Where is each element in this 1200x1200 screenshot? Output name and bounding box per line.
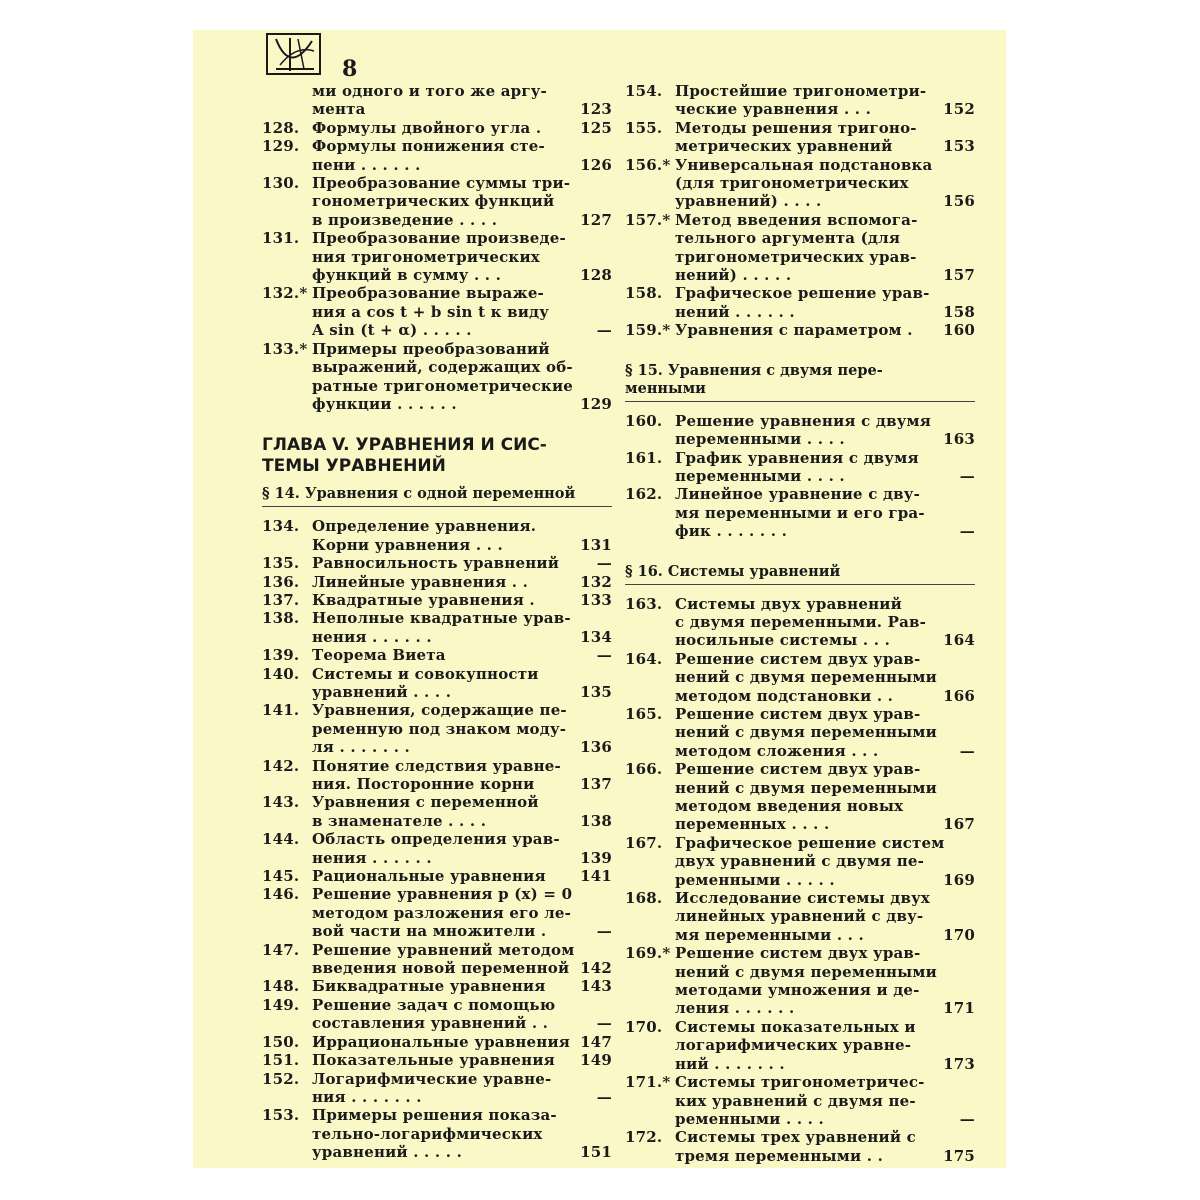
toc-entry-title-line: нения . . . . . .	[312, 627, 432, 646]
toc-entry-number: 167.	[625, 833, 663, 852]
toc-entry-number: 140.	[262, 664, 300, 683]
toc-entry-title-line: Примеры преобразований	[312, 339, 550, 358]
toc-entry	[262, 284, 612, 339]
toc-entry-title-line: Уравнения с переменной	[312, 793, 539, 812]
toc-entry-number: 129.	[262, 137, 300, 156]
toc-entry-title-line: Решение систем двух урав-	[675, 649, 921, 668]
toc-entry	[625, 889, 975, 944]
toc-entry-title-line: Методы решения тригоно-	[675, 118, 917, 137]
toc-entry-number: 134.	[262, 517, 300, 536]
toc-entry-page: 129	[580, 394, 612, 413]
toc-entry	[625, 944, 975, 1018]
toc-entry-number: 136.	[262, 572, 300, 591]
toc-entry-title-line: функций в сумму . . .	[312, 266, 502, 285]
toc-entry-number: 166.	[625, 760, 663, 779]
toc-entry-page: 158	[943, 302, 975, 321]
toc-entry	[262, 1033, 612, 1051]
toc-entry-number: 156.*	[625, 155, 671, 174]
toc-entry-number: 170.	[625, 1017, 663, 1036]
toc-entry-number: 137.	[262, 590, 300, 609]
toc-entry-number: 131.	[262, 229, 300, 248]
toc-entry-page: —	[596, 1087, 612, 1106]
toc-entry-title-line: Понятие следствия уравне-	[312, 756, 561, 775]
toc-entry-title-line: Системы тригонометричес-	[675, 1073, 925, 1092]
toc-entry-page: 136	[580, 738, 612, 757]
toc-entry-title-line: ния тригонометрических	[312, 247, 540, 266]
toc-entry	[262, 229, 612, 284]
toc-entry-title-line: мента	[312, 100, 366, 119]
toc-entry	[262, 757, 612, 794]
right-entries-bottom	[625, 595, 975, 1166]
toc-entry-title-line: Системы трех уравнений с	[675, 1128, 916, 1147]
toc-entry-title-line: A sin (t + α) . . . . .	[312, 321, 472, 340]
toc-entry-title-line: Квадратные уравнения .	[312, 590, 535, 609]
right-column	[625, 82, 975, 1165]
toc-entry-title-line: функции . . . . . .	[312, 394, 457, 413]
toc-entry-title-line: Корни уравнения . . .	[312, 535, 503, 554]
toc-entry-number: 146.	[262, 885, 300, 904]
toc-entry-title-line: пени . . . . . .	[312, 155, 421, 174]
toc-entry-title-line: Неполные квадратные урав-	[312, 609, 571, 628]
toc-entry-title-line: Формулы понижения сте-	[312, 137, 545, 156]
toc-entry-number: 143.	[262, 793, 300, 812]
toc-entry-page: 171	[943, 999, 975, 1018]
toc-entry-title-line: носильные системы . . .	[675, 631, 891, 650]
toc-entry-title-line: нения . . . . . .	[312, 848, 432, 867]
toc-entry-title-line: в знаменателе . . . .	[312, 811, 487, 830]
toc-entry-page: 138	[580, 811, 612, 830]
toc-entry-page: 134	[580, 627, 612, 646]
toc-entry-title-line: линейных уравнений с дву-	[675, 907, 924, 926]
toc-entry	[262, 1070, 612, 1107]
toc-entry	[625, 156, 975, 211]
toc-entry-title-line: Примеры решения показа-	[312, 1106, 557, 1125]
toc-entry-page: 133	[580, 590, 612, 609]
toc-entry-title-line: Системы и совокупности	[312, 664, 539, 683]
toc-entry-title-line: тремя переменными . .	[675, 1146, 884, 1165]
toc-entry	[625, 1018, 975, 1073]
toc-entry	[262, 137, 612, 174]
toc-entry-number: 160.	[625, 411, 663, 430]
toc-entry-title-line: Определение уравнения.	[312, 517, 537, 536]
toc-entry	[625, 485, 975, 540]
toc-entry-page: 160	[943, 321, 975, 340]
toc-entry-title-line: уравнений . . . . .	[312, 1143, 463, 1162]
toc-entry-number: 133.*	[262, 339, 308, 358]
toc-entry-title-line: ния . . . . . . .	[312, 1087, 422, 1106]
toc-entry-title-line: Формулы двойного угла .	[312, 118, 542, 137]
toc-entry-number: 159.*	[625, 321, 671, 340]
toc-entry-title-line: Теорема Виета	[312, 646, 446, 665]
toc-entry-title-line: логарифмических уравне-	[675, 1036, 912, 1055]
toc-entry-title-line: Преобразование суммы три-	[312, 174, 571, 193]
toc-entry-page: —	[596, 922, 612, 941]
toc-entry-title-line: Показательные уравнения	[312, 1051, 555, 1070]
page-number: 8	[342, 56, 358, 82]
right-entries-mid	[625, 412, 975, 541]
toc-entry-page: 128	[580, 266, 612, 285]
toc-entry-number: 150.	[262, 1032, 300, 1051]
toc-entry	[625, 650, 975, 705]
toc-entry-page: —	[959, 741, 975, 760]
toc-entry-number: 154.	[625, 82, 663, 100]
toc-entry	[262, 119, 612, 137]
left-column	[262, 82, 612, 1162]
toc-entry	[262, 793, 612, 830]
left-entries-bottom	[262, 517, 612, 1161]
toc-entry-title-line: Линейные уравнения . .	[312, 572, 529, 591]
toc-entry-number: 157.*	[625, 210, 671, 229]
toc-entry-title-line: нений с двумя переменными	[675, 668, 937, 687]
toc-entry-title-line: Графическое решение урав-	[675, 284, 930, 303]
toc-entry-page: 147	[580, 1032, 612, 1051]
toc-entry-title-line: Преобразование выраже-	[312, 284, 544, 303]
toc-entry-number: 132.*	[262, 284, 308, 303]
toc-entry-title-line: ний . . . . . . .	[675, 1054, 785, 1073]
toc-entry-title-line: Уравнения с параметром .	[675, 321, 913, 340]
toc-entry-number: 172.	[625, 1128, 663, 1147]
toc-entry-title-line: Метод введения вспомога-	[675, 210, 918, 229]
toc-entry-title-line: Область определения урав-	[312, 830, 560, 849]
toc-entry-title-line: тригонометрических урав-	[675, 247, 917, 266]
toc-entry	[262, 340, 612, 414]
toc-entry-page: 125	[580, 118, 612, 137]
toc-entry	[262, 646, 612, 664]
toc-entry	[262, 1051, 612, 1069]
toc-entry-number: 128.	[262, 118, 300, 137]
toc-entry-title-line: ременными . . . . .	[675, 870, 835, 889]
toc-entry-page: 131	[580, 535, 612, 554]
toc-entry-page: —	[596, 554, 612, 573]
toc-entry-number: 162.	[625, 485, 663, 504]
toc-entry-title-line: Простейшие тригонометри-	[675, 82, 927, 100]
toc-entry-title-line: переменных . . . .	[675, 815, 830, 834]
toc-entry	[262, 554, 612, 572]
toc-entry-page: 123	[580, 100, 612, 119]
toc-entry	[625, 760, 975, 834]
toc-entry	[625, 834, 975, 889]
toc-entry	[625, 449, 975, 486]
toc-entry-page: 151	[580, 1143, 612, 1162]
toc-entry-title-line: Линейное уравнение с дву-	[675, 485, 921, 504]
toc-entry-title-line: уравнений) . . . .	[675, 192, 822, 211]
toc-entry-title-line: Системы двух уравнений	[675, 594, 902, 613]
toc-entry-title-line: Преобразование произведе-	[312, 229, 566, 248]
toc-entry-title-line: с двумя переменными. Рав-	[675, 612, 927, 631]
toc-entry-page: 163	[943, 430, 975, 449]
toc-entry-page: —	[596, 1014, 612, 1033]
toc-entry-number: 164.	[625, 649, 663, 668]
toc-entry-number: 158.	[625, 284, 663, 303]
toc-entry-number: 171.*	[625, 1073, 671, 1092]
toc-entry-title-line: Решение систем двух урав-	[675, 704, 921, 723]
toc-entry-page: 173	[943, 1054, 975, 1073]
toc-entry-title-line: методом сложения . . .	[675, 741, 879, 760]
section-15-title: § 15. Уравнения с двумя пере- менными	[625, 362, 975, 402]
toc-entry-page: 127	[580, 210, 612, 229]
toc-entry	[625, 211, 975, 285]
toc-entry-title-line: ления . . . . . .	[675, 999, 795, 1018]
toc-entry	[625, 705, 975, 760]
toc-entry-title-line: Иррациональные уравнения	[312, 1032, 571, 1051]
toc-entry-title-line: методом разложения его ле-	[312, 903, 572, 922]
toc-entry-title-line: уравнений . . . .	[312, 682, 452, 701]
toc-entry-title-line: Системы показательных и	[675, 1017, 916, 1036]
toc-entry-title-line: переменными . . . .	[675, 466, 845, 485]
toc-entry-title-line: ких уравнений с двумя пе-	[675, 1091, 916, 1110]
toc-entry	[262, 867, 612, 885]
section-14-title: § 14. Уравнения с одной переменной	[262, 485, 612, 507]
toc-entry	[262, 517, 612, 554]
toc-entry-title-line: Решение уравнений методом	[312, 940, 575, 959]
toc-entry-number: 147.	[262, 940, 300, 959]
toc-entry-title-line: фик . . . . . . .	[675, 522, 787, 541]
toc-entry-title-line: переменными . . . .	[675, 430, 845, 449]
toc-entry-number: 144.	[262, 830, 300, 849]
toc-entry-title-line: ременными . . . .	[675, 1109, 824, 1128]
toc-entry-title-line: ратные тригонометрические	[312, 376, 574, 395]
toc-entry-page: 143	[580, 977, 612, 996]
toc-entry-title-line: Решение систем двух урав-	[675, 944, 921, 963]
toc-entry-number: 168.	[625, 889, 663, 908]
toc-entry-title-line: нений с двумя переменными	[675, 723, 937, 742]
toc-entry-title-line: Исследование системы двух	[675, 889, 931, 908]
toc-entry-number	[262, 82, 312, 119]
graph-logo-icon	[266, 33, 321, 75]
toc-entry-page: 157	[943, 266, 975, 285]
toc-entry-title-line: Решение систем двух урав-	[675, 760, 921, 779]
toc-entry-title-line: ременную под знаком моду-	[312, 719, 567, 738]
toc-entry-title-line: нений . . . . . .	[675, 302, 795, 321]
toc-entry-title-line: ми одного и того же аргу-	[312, 82, 547, 100]
toc-entry	[625, 119, 975, 156]
toc-entry-number: 135.	[262, 554, 300, 573]
toc-entry-number: 141.	[262, 701, 300, 720]
toc-entry-title-line: нений с двумя переменными	[675, 778, 937, 797]
toc-entry-number: 153.	[262, 1106, 300, 1125]
toc-entry-number: 155.	[625, 118, 663, 137]
toc-entry-number: 149.	[262, 995, 300, 1014]
toc-entry-page: —	[959, 522, 975, 541]
toc-entry-number: 130.	[262, 174, 300, 193]
toc-entry	[262, 665, 612, 702]
toc-entry	[625, 82, 975, 119]
toc-entry-title-line: мя переменными . . .	[675, 925, 864, 944]
toc-entry-page: 169	[943, 870, 975, 889]
toc-entry-page: 164	[943, 631, 975, 650]
toc-entry	[262, 885, 612, 940]
toc-entry-title-line: гонометрических функций	[312, 192, 555, 211]
toc-entry	[625, 321, 975, 339]
toc-entry	[262, 701, 612, 756]
toc-entry-page: 175	[943, 1146, 975, 1165]
toc-entry-title-line: нений) . . . . .	[675, 266, 792, 285]
toc-entry-title-line: методом введения новых	[675, 797, 904, 815]
toc-entry-number: 138.	[262, 609, 300, 628]
toc-entry-number: 161.	[625, 448, 663, 467]
toc-entry	[262, 941, 612, 978]
toc-entry	[262, 609, 612, 646]
toc-entry-number: 152.	[262, 1069, 300, 1088]
toc-entry-title-line: ля . . . . . . .	[312, 738, 410, 757]
toc-entry-title-line: Уравнения, содержащие пе-	[312, 701, 567, 720]
toc-entry-title-line: Биквадратные уравнения	[312, 977, 546, 996]
toc-entry	[625, 412, 975, 449]
toc-entry-number: 142.	[262, 756, 300, 775]
toc-entry-title-line: тельно-логарифмических	[312, 1124, 543, 1143]
toc-entry-page: 141	[580, 867, 612, 886]
toc-entry-title-line: методом подстановки . .	[675, 686, 894, 705]
toc-entry-title-line: составления уравнений . .	[312, 1014, 549, 1033]
toc-entry-title-line: методами умножения и де-	[675, 981, 920, 1000]
toc-entry-number: 139.	[262, 646, 300, 665]
toc-entry-page: 135	[580, 682, 612, 701]
toc-entry	[262, 977, 612, 995]
toc-entry-title-line: Рациональные уравнения	[312, 867, 546, 886]
toc-entry	[262, 1106, 612, 1161]
toc-entry-title-line: График уравнения с двумя	[675, 448, 919, 467]
toc-entry-page: 166	[943, 686, 975, 705]
toc-entry-number: 148.	[262, 977, 300, 996]
toc-entry-page: 156	[943, 192, 975, 211]
toc-entry-title-line: Решение уравнения с двумя	[675, 411, 932, 430]
toc-entry-title-line: тельного аргумента (для	[675, 229, 901, 248]
toc-entry-title-line: введения новой переменной	[312, 959, 570, 978]
toc-entry-number: 165.	[625, 704, 663, 723]
toc-entry	[262, 174, 612, 229]
toc-entry-number: 169.*	[625, 944, 671, 963]
toc-entry-title-line: ния a cos t + b sin t к виду	[312, 302, 550, 321]
toc-entry-title-line: в произведение . . . .	[312, 210, 498, 229]
toc-entry-title-line: вой части на множители .	[312, 922, 547, 941]
toc-entry-title-line: Универсальная подстановка	[675, 155, 933, 174]
toc-entry-title-line: ния. Посторонние корни	[312, 775, 535, 793]
toc-entry-page: 152	[943, 100, 975, 119]
toc-entry-title-line: Графическое решение систем	[675, 833, 945, 852]
toc-entry	[262, 591, 612, 609]
toc-entry-page: 137	[580, 775, 612, 793]
right-entries-top	[625, 82, 975, 340]
toc-entry-number: 151.	[262, 1051, 300, 1070]
toc-entry-title-line: мя переменными и его гра-	[675, 503, 925, 522]
toc-entry-page: —	[596, 321, 612, 340]
toc-entry-page: —	[596, 646, 612, 665]
toc-entry-page: 153	[943, 137, 975, 156]
toc-entry-title-line: (для тригонометрических	[675, 174, 909, 193]
toc-entry-number: 145.	[262, 867, 300, 886]
toc-entry-page: 167	[943, 815, 975, 834]
toc-entry-title-line: метрических уравнений	[675, 137, 893, 156]
toc-entry-title-line: Решение задач с помощью	[312, 995, 556, 1014]
toc-entry-page: —	[959, 466, 975, 485]
chapter-title: ГЛАВА V. УРАВНЕНИЯ И СИС- ТЕМЫ УРАВНЕНИЙ	[262, 435, 547, 477]
toc-entry	[625, 1073, 975, 1128]
toc-entry-title-line: нений с двумя переменными	[675, 962, 937, 981]
toc-entry-number: 163.	[625, 594, 663, 613]
toc-entry-title-line: Равносильность уравнений	[312, 554, 560, 573]
toc-entry-page: 139	[580, 848, 612, 867]
toc-entry-title-line: ческие уравнения . . .	[675, 100, 872, 119]
toc-entry-page: 142	[580, 959, 612, 978]
left-entries-top	[262, 82, 612, 413]
toc-entry-title-line: Решение уравнения p (x) = 0	[312, 885, 573, 904]
toc-entry	[262, 573, 612, 591]
toc-entry	[625, 595, 975, 650]
toc-entry-page: 149	[580, 1051, 612, 1070]
toc-entry-title-line: двух уравнений с двумя пе-	[675, 852, 925, 871]
section-16-title: § 16. Системы уравнений	[625, 563, 975, 585]
toc-entry	[262, 82, 612, 119]
toc-entry-title-line: Логарифмические уравне-	[312, 1069, 552, 1088]
toc-entry	[262, 996, 612, 1033]
toc-entry	[625, 1128, 975, 1165]
toc-entry	[625, 284, 975, 321]
toc-entry-page: —	[959, 1109, 975, 1128]
toc-entry-page: 132	[580, 572, 612, 591]
toc-entry-page: 170	[943, 925, 975, 944]
toc-entry-page: 126	[580, 155, 612, 174]
toc-entry	[262, 830, 612, 867]
toc-entry-title-line: выражений, содержащих об-	[312, 358, 573, 377]
